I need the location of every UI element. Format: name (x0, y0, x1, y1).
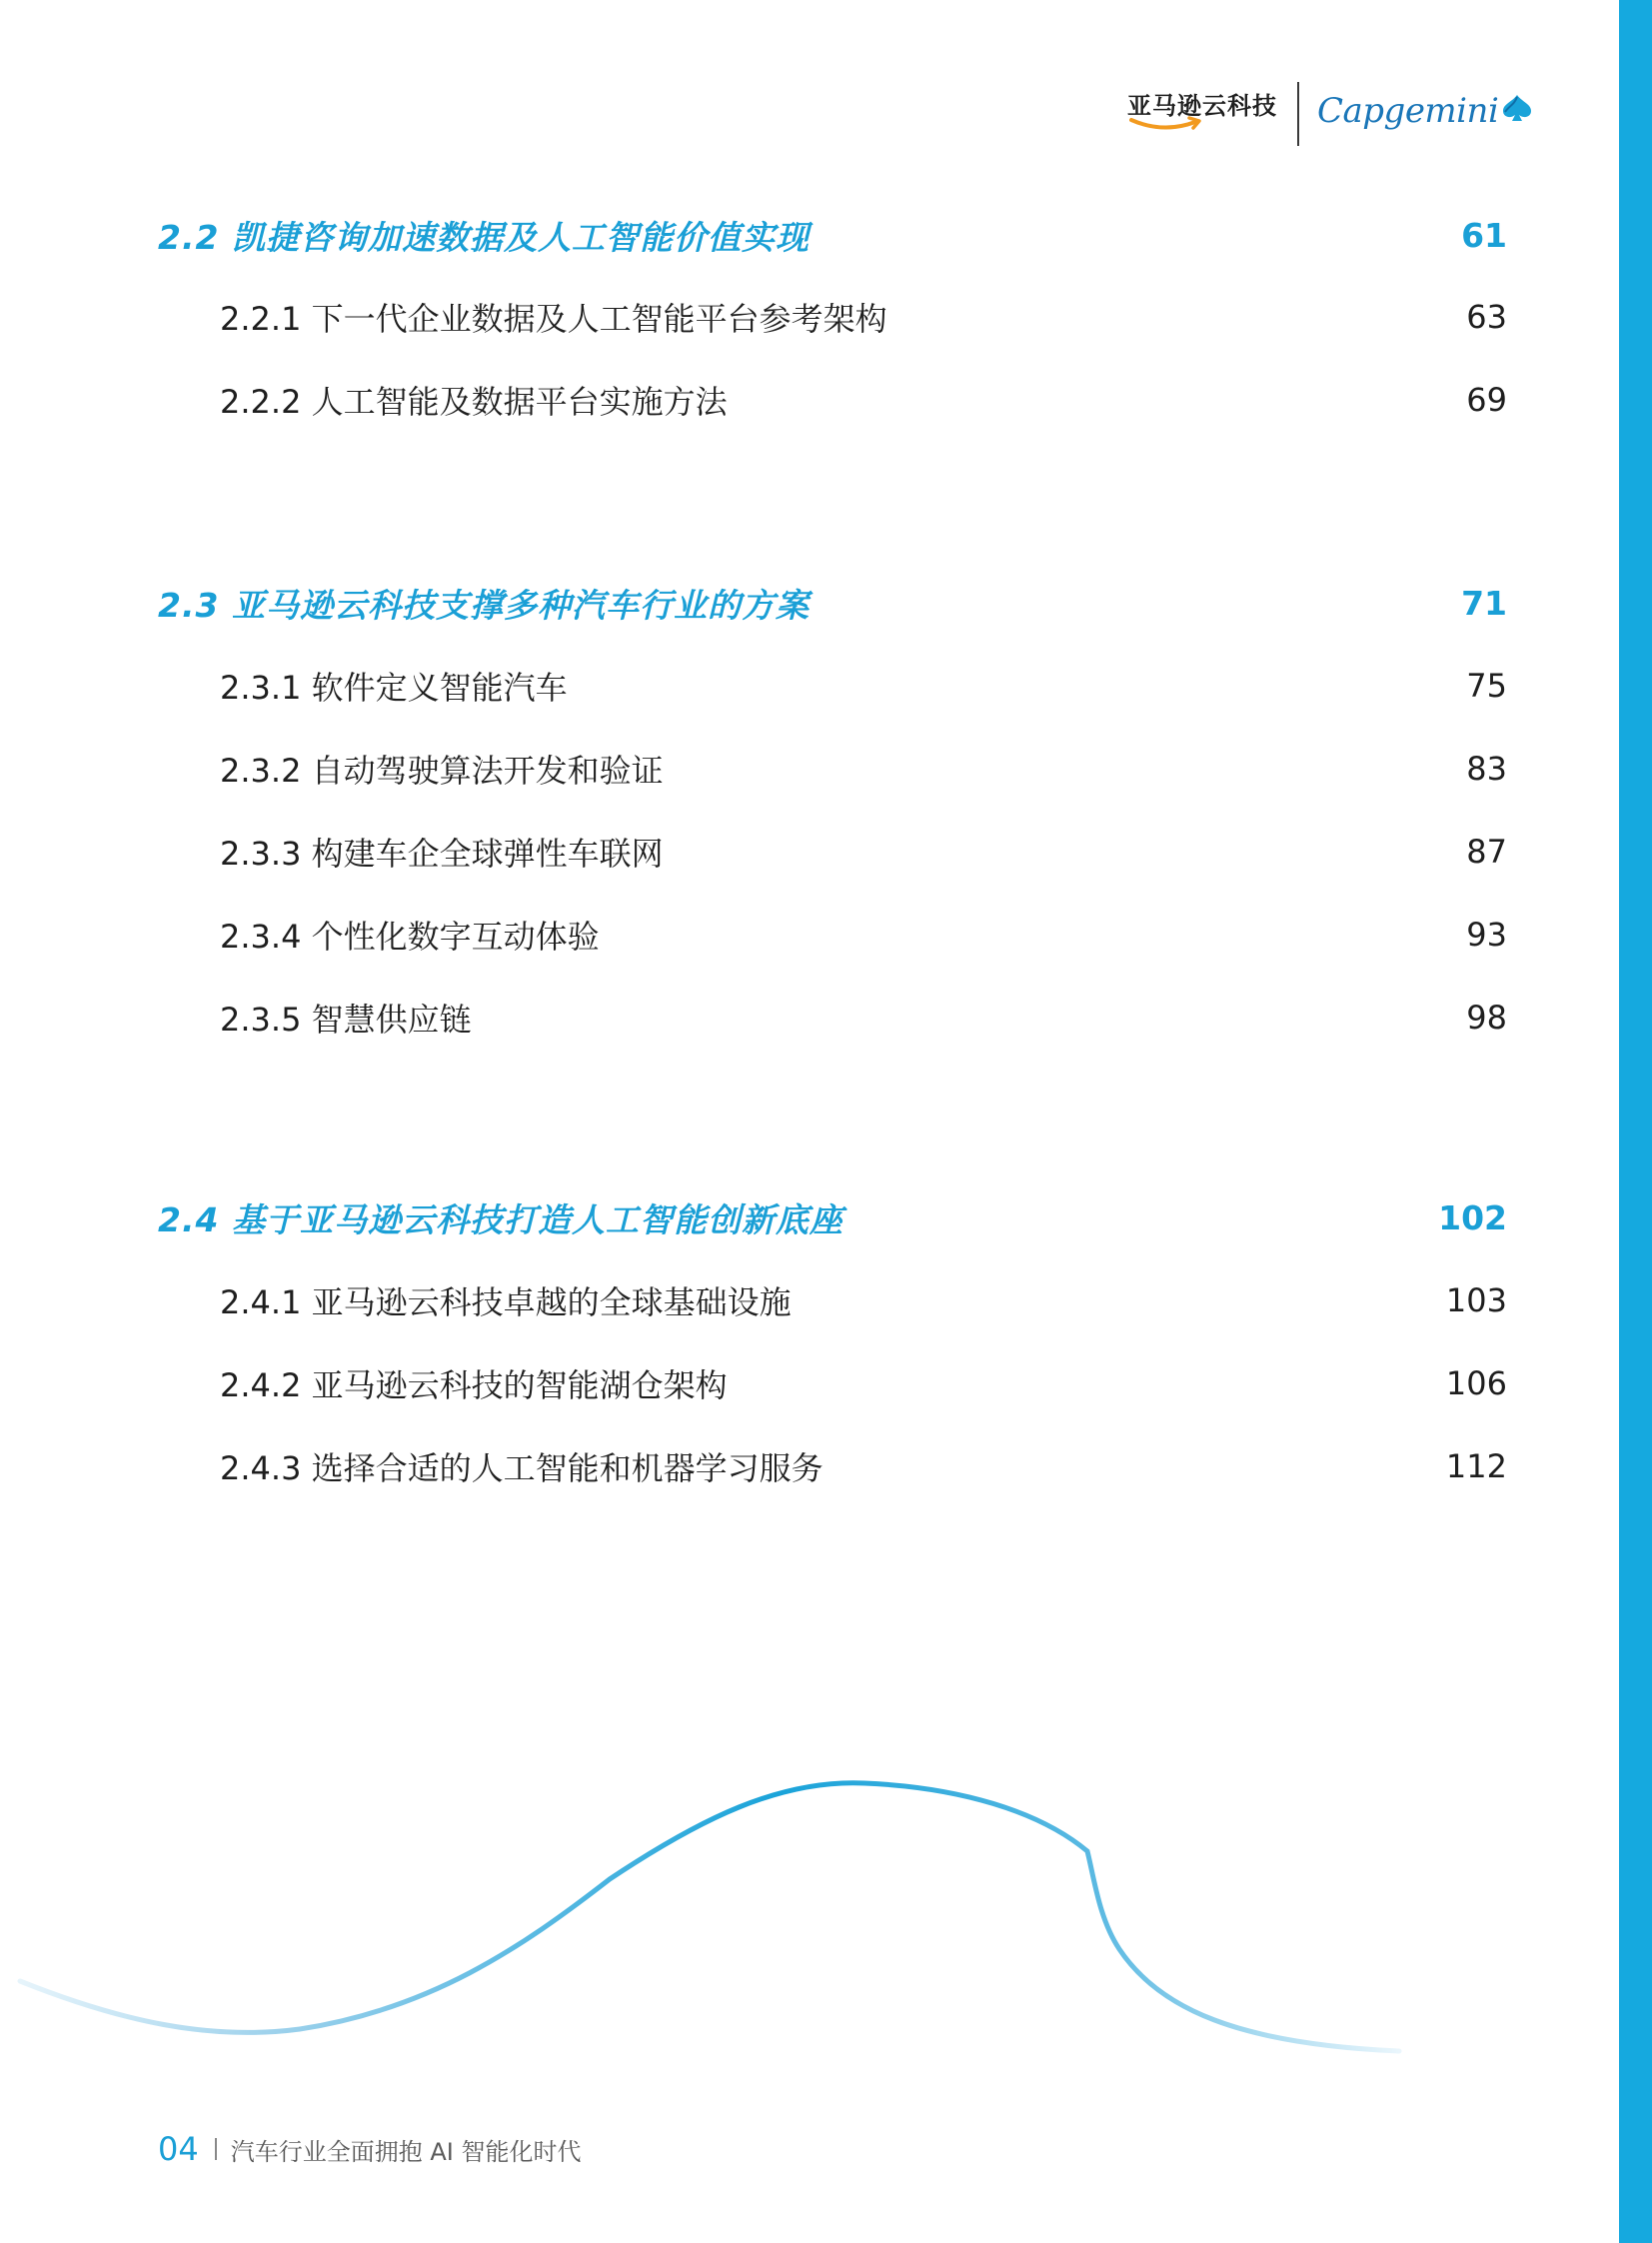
item-title: 2.4.1 亚马逊云科技卓越的全球基础设施 (220, 1283, 792, 1321)
toc-item-2-4-1[interactable] (220, 1275, 1507, 1325)
toc-item-2-3-3[interactable] (220, 827, 1507, 877)
toc-item-2-3-5[interactable] (220, 993, 1507, 1043)
item-page-number: 87 (1466, 833, 1507, 871)
item-title: 2.4.2 亚马逊云科技的智能湖仓架构 (220, 1366, 728, 1404)
toc-item-2-2-2[interactable] (220, 375, 1507, 425)
item-title: 2.2.2 人工智能及数据平台实施方法 (220, 383, 728, 421)
item-page-number: 75 (1466, 667, 1507, 705)
capgemini-logo-text: Capgemini (1317, 91, 1499, 131)
item-title: 2.3.4 个性化数字互动体验 (220, 918, 600, 956)
capgemini-logo (1317, 86, 1534, 136)
item-title: 2.3.3 构建车企全球弹性车联网 (220, 835, 664, 873)
amazon-cloud-logo (1127, 86, 1277, 146)
amazon-smile-icon (1129, 116, 1203, 132)
footer-separator (215, 2138, 217, 2160)
toc-item-2-4-3[interactable] (220, 1441, 1507, 1491)
section-title: 2.4 基于亚马逊云科技打造人工智能创新底座 (158, 1199, 843, 1239)
section-page-number: 61 (1461, 215, 1507, 255)
toc-item-2-3-1[interactable] (220, 661, 1507, 711)
section-title: 2.3 亚马逊云科技支撑多种汽车行业的方案 (158, 585, 810, 625)
toc-section-2-3[interactable] (158, 578, 1507, 628)
logo-divider (1297, 82, 1299, 146)
item-title: 2.3.5 智慧供应链 (220, 1001, 472, 1039)
page-footer (158, 2129, 581, 2169)
item-title: 2.3.2 自动驾驶算法开发和验证 (220, 752, 664, 790)
toc-item-2-3-2[interactable] (220, 744, 1507, 794)
amazon-cloud-logo-text: 亚马逊云科技 (1127, 92, 1277, 120)
toc-item-2-3-4[interactable] (220, 910, 1507, 960)
toc-section-2-4[interactable] (158, 1192, 1507, 1242)
side-accent-bar (1619, 0, 1652, 2243)
item-page-number: 69 (1466, 381, 1507, 419)
item-page-number: 103 (1445, 1281, 1507, 1319)
footer-page-number: 04 (158, 2130, 199, 2168)
item-page-number: 112 (1445, 1447, 1507, 1485)
item-title: 2.2.1 下一代企业数据及人工智能平台参考架构 (220, 300, 887, 338)
toc-item-2-4-2[interactable] (220, 1358, 1507, 1408)
capgemini-spade-icon (1500, 93, 1534, 123)
decorative-wave (0, 1759, 1449, 2079)
item-page-number: 98 (1466, 999, 1507, 1037)
item-title: 2.3.1 软件定义智能汽车 (220, 669, 568, 707)
item-page-number: 63 (1466, 298, 1507, 336)
section-page-number: 102 (1438, 1197, 1507, 1237)
item-title: 2.4.3 选择合适的人工智能和机器学习服务 (220, 1449, 824, 1487)
footer-doc-title: 汽车行业全面拥抱 AI 智能化时代 (230, 2137, 582, 2166)
section-title: 2.2 凯捷咨询加速数据及人工智能价值实现 (158, 217, 810, 257)
item-page-number: 93 (1466, 916, 1507, 954)
section-page-number: 71 (1461, 583, 1507, 623)
toc-item-2-2-1[interactable] (220, 292, 1507, 342)
item-page-number: 106 (1445, 1364, 1507, 1402)
item-page-number: 83 (1466, 750, 1507, 788)
toc-section-2-2[interactable] (158, 210, 1507, 260)
